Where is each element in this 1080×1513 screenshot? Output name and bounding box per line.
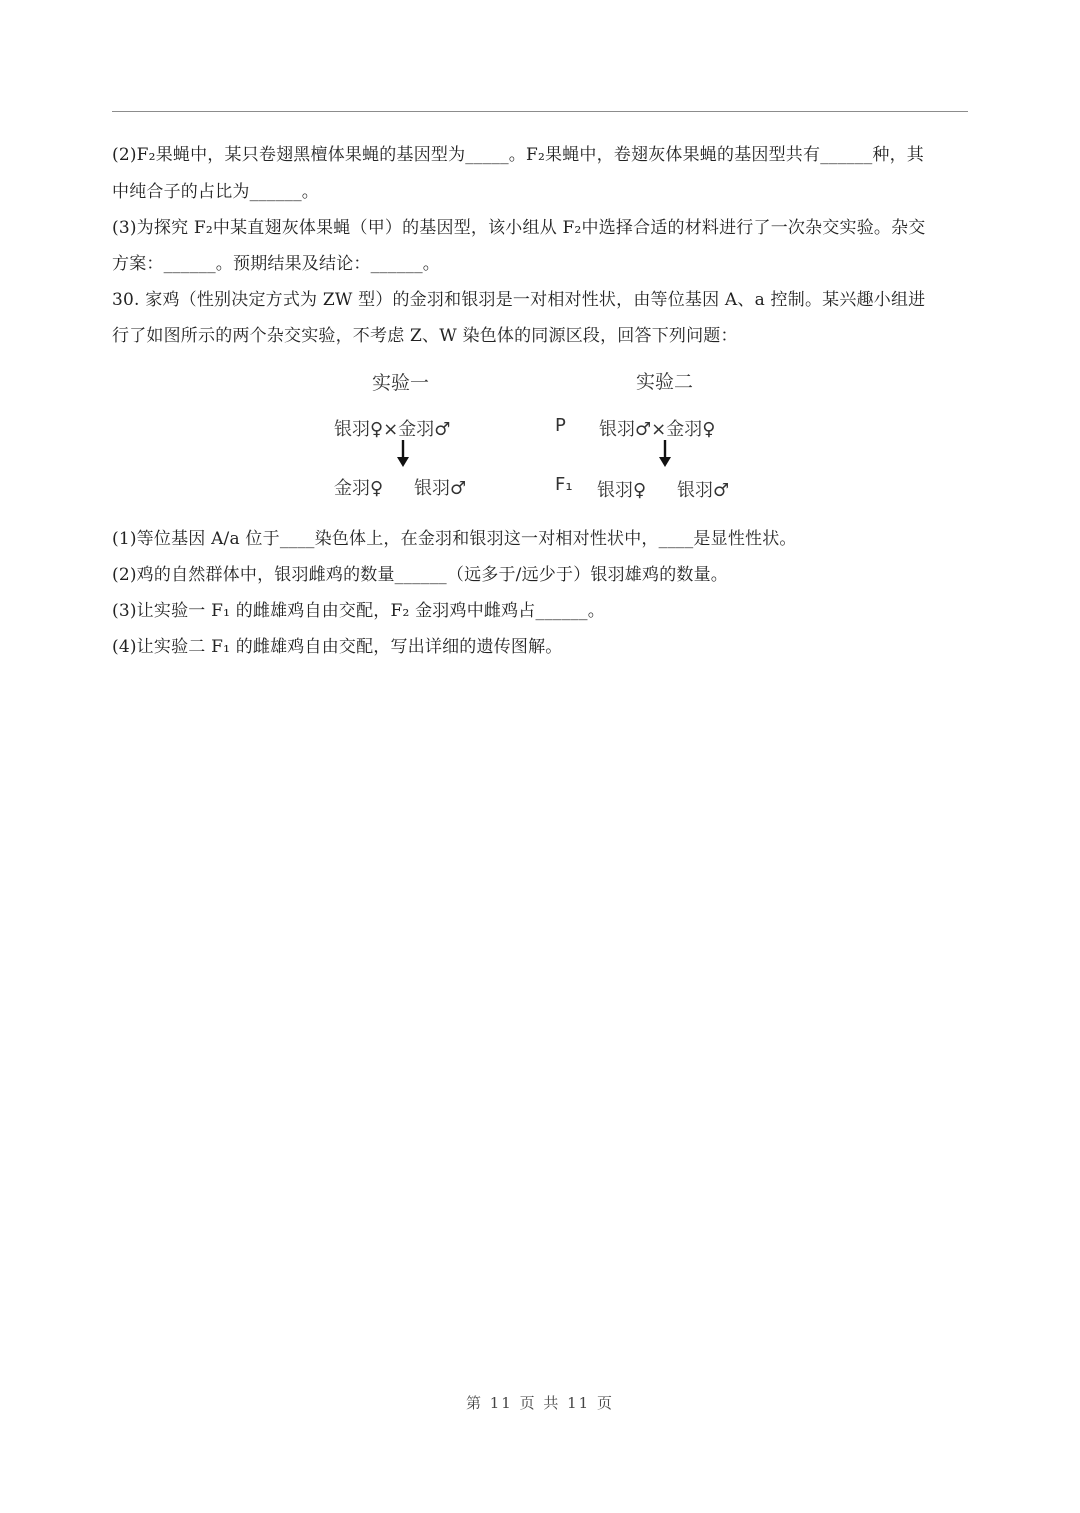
exp1-arrow-down-icon bbox=[396, 440, 410, 468]
exp2-arrow-down-icon bbox=[658, 440, 672, 468]
exp1-parents: 银羽♀×金羽♂ bbox=[334, 419, 451, 440]
question-2: (2)鸡的自然群体中，银羽雌鸡的数量______（远多于/远少于）银羽雄鸡的数量。 bbox=[112, 565, 729, 585]
exp1-f1-female: 金羽♀ bbox=[334, 478, 384, 499]
exp2-f1-female: 银羽♀ bbox=[597, 480, 647, 501]
exp1-title: 实验一 bbox=[372, 372, 430, 394]
exp2-f1-male: 银羽♂ bbox=[677, 480, 730, 501]
question-3: (3)让实验一 F₁ 的雌雄鸡自由交配，F₂ 金羽鸡中雌鸡占______。 bbox=[112, 601, 605, 621]
question-1: (1)等位基因 A/a 位于____染色体上，在金羽和银羽这一对相对性状中，____是显性性状。 bbox=[112, 529, 797, 549]
question-4: (4)让实验二 F₁ 的雌雄鸡自由交配，写出详细的遗传图解。 bbox=[112, 637, 563, 657]
text-line-q30-a: 30. 家鸡（性别决定方式为 ZW 型）的金羽和银羽是一对相对性状，由等位基因 A、a 控制。某兴趣小组进 bbox=[112, 290, 926, 310]
exp2-parents: 银羽♂×金羽♀ bbox=[599, 419, 716, 440]
text-line-q29-2a: (2)F₂果蝇中，某只卷翅黑檀体果蝇的基因型为_____。F₂果蝇中，卷翅灰体果蝇的基因型共有______种，其 bbox=[112, 145, 924, 165]
exp2-p-label: P bbox=[555, 415, 566, 436]
text-line-q29-3b: 方案：______。预期结果及结论：______。 bbox=[112, 254, 440, 274]
page-footer: 第 11 页 共 11 页 bbox=[465, 1394, 614, 1412]
header-rule bbox=[112, 111, 968, 112]
exp2-title: 实验二 bbox=[636, 371, 694, 393]
text-line-q29-3a: (3)为探究 F₂中某直翅灰体果蝇（甲）的基因型，该小组从 F₂中选择合适的材料进行了一次杂交实验。杂交 bbox=[112, 218, 926, 238]
exp1-f1-male: 银羽♂ bbox=[414, 478, 467, 499]
exp2-f1-label: F₁ bbox=[555, 474, 573, 495]
text-line-q29-2b: 中纯合子的占比为______。 bbox=[112, 182, 319, 202]
text-line-q30-b: 行了如图所示的两个杂交实验，不考虑 Z、W 染色体的同源区段，回答下列问题： bbox=[112, 326, 738, 346]
